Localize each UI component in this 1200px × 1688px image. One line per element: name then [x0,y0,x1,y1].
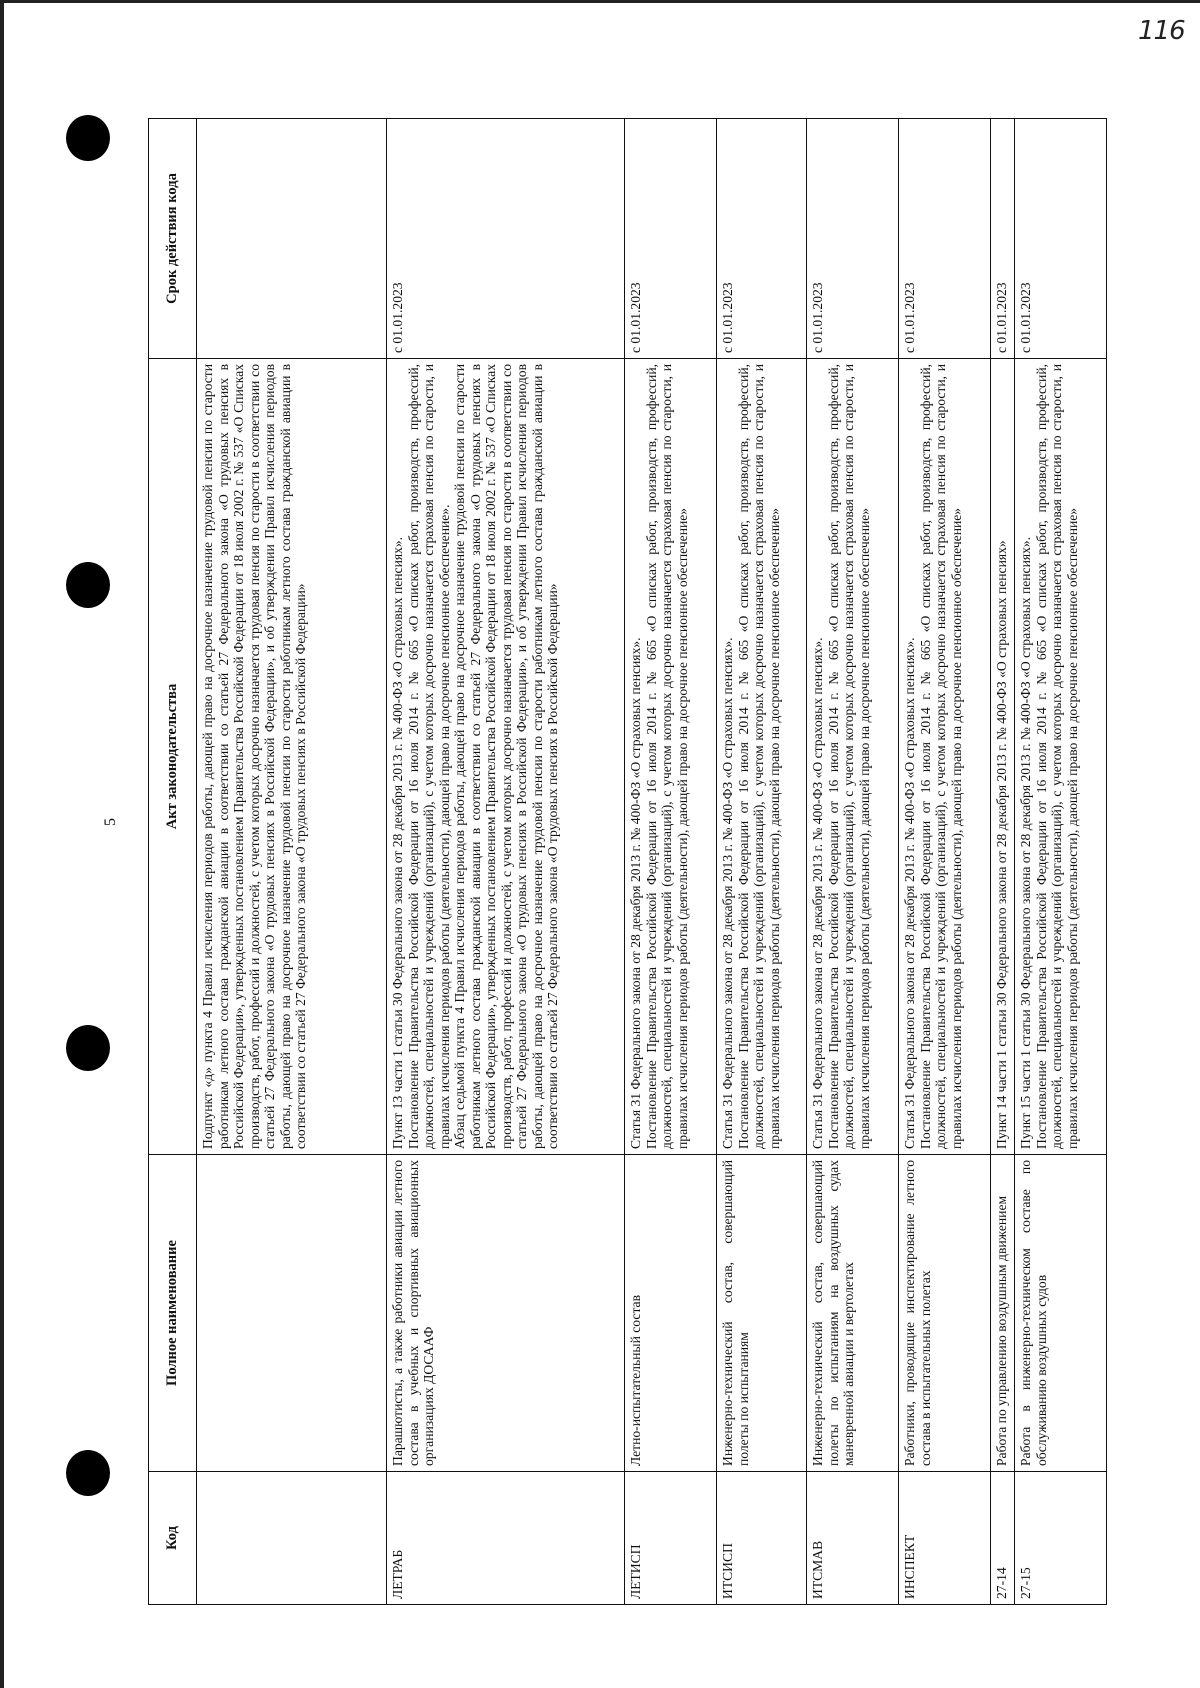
act-paragraph: Статья 31 Федерального закона от 28 декабря 2013 г. № 400-ФЗ «О страховых пенсиях». [810,637,825,1149]
act-paragraph: Пункт 14 части 1 статьи 30 Федерального закона от 28 декабря 2013 г. № 400-ФЗ «О страховых пенсиях» [994,540,1009,1149]
cell-term: с 01.01.2023 [899,119,991,359]
cell-act [991,359,1015,1155]
handwritten-sheet-number: 116 [1138,16,1185,46]
act-paragraph: Постановление Правительства Российской Федерации от 16 июля 2014 г. № 665 «О списках работ, производств, профессий, должностей, специальностей и учреждений (организаций), с учетом которых досрочно назначается страховая пенсия по старости, и правилах исчисления периодов работы (деятельности), дающей право на досрочное пенсионное обеспечение» [643,364,690,1149]
cell-term: с 01.01.2023 [625,119,717,359]
punch-hole-icon [66,562,110,608]
act-paragraph: Постановление Правительства Российской Федерации от 16 июля 2014 г. № 665 «О списках работ, производств, профессий, должностей, специальностей и учреждений (организаций), с учетом которых досрочно назначается страховая пенсия по старости, и правилах исчисления периодов работы (деятельности), дающей право на досрочное пенсионное обеспечение» [735,364,782,1149]
cell-code: ЛЕТИСП [625,1472,717,1605]
cell-name: Инженерно-технический состав, совершающий полеты по испытаниям [717,1155,807,1472]
header-code: Код [149,1472,197,1605]
scan-edge [0,0,4,1688]
scan-edge [0,0,1200,3]
act-paragraph: Статья 31 Федерального закона от 28 декабря 2013 г. № 400-ФЗ «О страховых пенсиях». [902,637,917,1149]
punch-hole-icon [66,1025,110,1071]
table-row [991,119,1015,1605]
table-row [717,119,807,1605]
act-paragraph: Статья 31 Федерального закона от 28 декабря 2013 г. № 400-ФЗ «О страховых пенсиях». [720,637,735,1149]
act-paragraph: Абзац седьмой пункта 4 Правил исчисления периодов работы, дающей право на досрочное назначение трудовой пенсии по старости работникам летного состава гражданской авиации в соответствии со статьей 27 Федерального закона «О трудовых пенсиях в Российской Федерации», утвержденных постановлением Правительства Российской Федерации от 18 июля 2002 г. № 537 «О Списках производств, работ, профессий и должностей, с учетом которых досрочно назначается трудовая пенсия по старости в соответствии со статьей 27 Федерального закона «О трудовых пенсиях в Российской Федерации», и об утверждении Правил исчисления периодов работы, дающей право на досрочное назначение трудовой пенсии по старости работникам летного состава гражданской авиации в соответствии со статьей 27 Федерального закона «О трудовых пенсиях в Российской Федерации» [452,364,560,1149]
act-paragraph: Статья 31 Федерального закона от 28 декабря 2013 г. № 400-ФЗ «О страховых пенсиях». [628,637,643,1149]
act-paragraph: Постановление Правительства Российской Федерации от 16 июля 2014 г. № 665 «О списках работ, производств, профессий, должностей, специальностей и учреждений (организаций), с учетом которых досрочно назначается страховая пенсия по старости, и правилах исчисления периодов работы (деятельности), дающей право на досрочное пенсионное обеспечение» [917,364,964,1149]
table-row [625,119,717,1605]
cell-name [197,1155,387,1472]
cell-act [197,359,387,1155]
cell-name: Работа по управлению воздушным движением [991,1155,1015,1472]
table-row [197,119,387,1605]
cell-code: ИНСПЕКТ [899,1472,991,1605]
table-row [1015,119,1107,1605]
table-row [899,119,991,1605]
cell-code: ИТСМАВ [807,1472,899,1605]
cell-name: Работа в инженерно-техническом составе по обслуживанию воздушных судов [1015,1155,1107,1472]
cell-name: Инженерно-технический состав, совершающий полеты по испытаниям на воздушных судах маневренной авиации и вертолетах [807,1155,899,1472]
table-header-row [149,119,197,1605]
header-name: Полное наименование [149,1155,197,1472]
codes-table [148,118,1107,1605]
cell-code: ИТСИСП [717,1472,807,1605]
act-paragraph: Постановление Правительства Российской Федерации от 16 июля 2014 г. № 665 «О списках работ, производств, профессий, должностей, специальностей и учреждений (организаций), с учетом которых досрочно назначается страховая пенсия по старости, и правилах исчисления периодов работы (деятельности), дающей право на досрочное пенсионное обеспечение». [405,364,452,1149]
punch-hole-icon [66,115,110,161]
act-paragraph: Постановление Правительства Российской Федерации от 16 июля 2014 г. № 665 «О списках работ, производств, профессий, должностей, специальностей и учреждений (организаций), с учетом которых досрочно назначается страховая пенсия по старости, и правилах исчисления периодов работы (деятельности), дающей право на досрочное пенсионное обеспечение» [1033,364,1080,1149]
punch-hole-icon [66,1450,110,1496]
cell-act [717,359,807,1155]
cell-act [387,359,625,1155]
cell-term: с 01.01.2023 [991,119,1015,359]
cell-term: с 01.01.2023 [807,119,899,359]
cell-name: Парашютисты, а также работники авиации летного состава в учебных и спортивных авиационных организациях ДОСААФ [387,1155,625,1472]
act-paragraph: Постановление Правительства Российской Федерации от 16 июля 2014 г. № 665 «О списках работ, производств, профессий, должностей, специальностей и учреждений (организаций), с учетом которых досрочно назначается страховая пенсия по старости, и правилах исчисления периодов работы (деятельности), дающей право на досрочное пенсионное обеспечение» [825,364,872,1149]
cell-act [807,359,899,1155]
act-paragraph: Пункт 15 части 1 статьи 30 Федерального закона от 28 декабря 2013 г. № 400-ФЗ «О страховых пенсиях». [1018,536,1033,1149]
cell-term: с 01.01.2023 [717,119,807,359]
header-term: Срок действия кода [149,119,197,359]
cell-code [197,1472,387,1605]
table-row [387,119,625,1605]
cell-name: Летно-испытательный состав [625,1155,717,1472]
act-paragraph: Пункт 13 части 1 статьи 30 Федерального закона от 28 декабря 2013 г. № 400-ФЗ «О страховых пенсиях». [390,536,405,1149]
cell-term: с 01.01.2023 [387,119,625,359]
cell-act [899,359,991,1155]
cell-act [625,359,717,1155]
cell-name: Работники, проводящие инспектирование летного состава в испытательных полетах [899,1155,991,1472]
cell-code: ЛЕТРАБ [387,1472,625,1605]
cell-term: с 01.01.2023 [1015,119,1107,359]
table-row [807,119,899,1605]
page-number: 5 [102,818,119,826]
act-paragraph: Подпункт «д» пункта 4 Правил исчисления периодов работы, дающей право на досрочное назначение трудовой пенсии по старости работникам летного состава гражданской авиации в соответствии со статьей 27 Федерального закона «О трудовых пенсиях в Российской Федерации», утвержденных постановлением Правительства Российской Федерации от 18 июля 2002 г. № 537 «О Списках производств, работ, профессий и должностей, с учетом которых досрочно назначается трудовая пенсия по старости в соответствии со статьей 27 Федерального закона «О трудовых пенсиях в Российской Федерации», и об утверждении Правил исчисления периодов работы, дающей право на досрочное назначение трудовой пенсии по старости работникам летного состава гражданской авиации в соответствии со статьей 27 Федерального закона «О трудовых пенсиях в Российской Федерации» [200,364,308,1149]
cell-act [1015,359,1107,1155]
rotated-table-container [148,119,1198,1605]
cell-code: 27-15 [1015,1472,1107,1605]
cell-code: 27-14 [991,1472,1015,1605]
cell-term [197,119,387,359]
header-act: Акт законодательства [149,359,197,1155]
